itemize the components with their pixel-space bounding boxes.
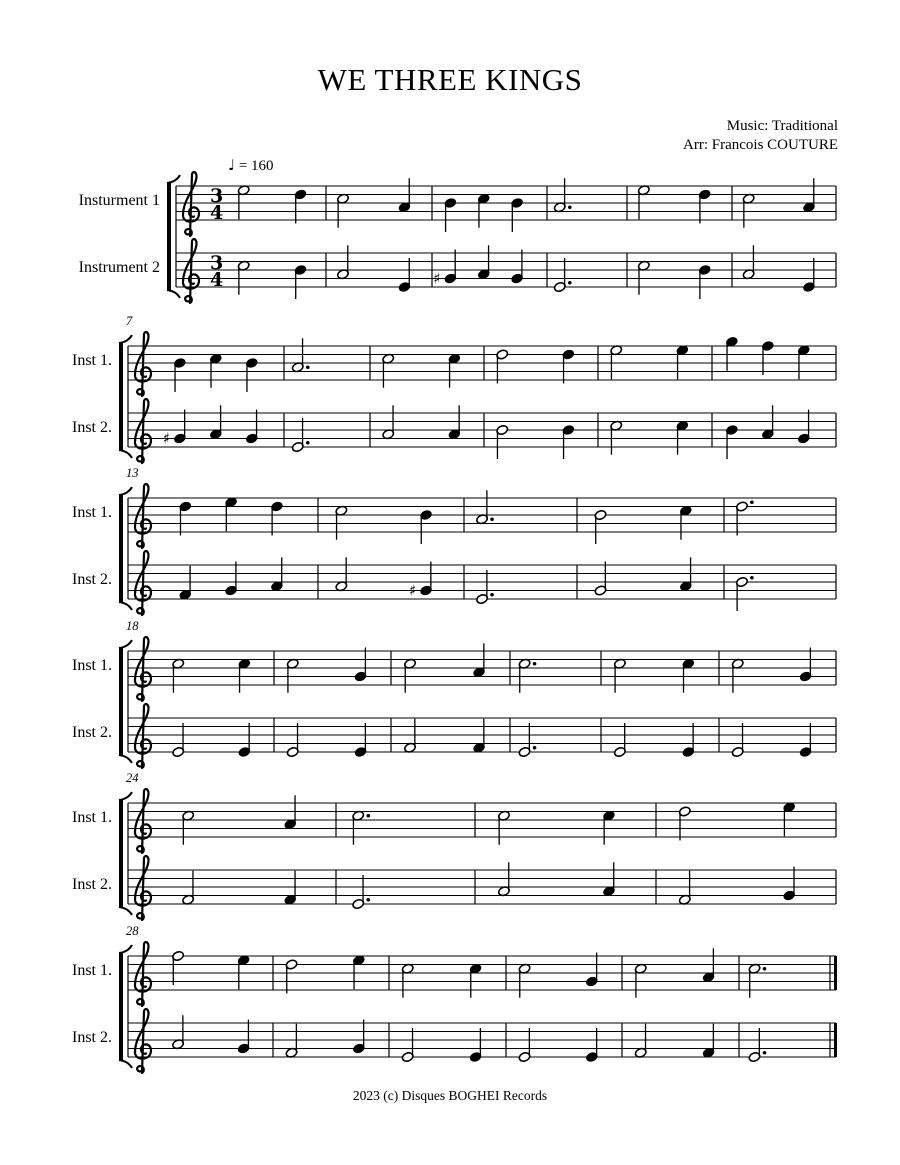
instrument-label-2: Inst 2. xyxy=(72,419,112,436)
treble-clef-icon xyxy=(135,704,151,768)
instrument-label-1: Inst 1. xyxy=(72,962,112,979)
augmentation-dot xyxy=(750,500,754,504)
augmentation-dot xyxy=(490,593,494,597)
system-bracket xyxy=(119,800,123,907)
bracket-bottom-hook xyxy=(119,450,132,458)
bracket-bottom-hook xyxy=(119,755,132,763)
treble-clef-icon xyxy=(135,856,151,920)
final-barline-thick xyxy=(834,956,837,990)
system-bracket xyxy=(119,953,123,1060)
augmentation-dot xyxy=(306,441,310,445)
augmentation-dot xyxy=(763,967,767,971)
treble-clef-icon xyxy=(135,332,151,396)
instrument-label-2: Instrument 2 xyxy=(78,259,160,276)
augmentation-dot xyxy=(306,365,310,369)
instrument-label-2: Inst 2. xyxy=(72,571,112,588)
augmentation-dot xyxy=(366,898,370,902)
treble-clef-icon xyxy=(135,942,151,1006)
augmentation-dot xyxy=(533,662,537,666)
system-bracket xyxy=(167,183,171,290)
augmentation-dot xyxy=(366,814,370,818)
bracket-bottom-hook xyxy=(167,290,180,298)
arranger-credit: Arr: Francois COUTURE xyxy=(683,137,838,153)
system-bracket xyxy=(119,495,123,602)
quarter-note-icon: ♩ xyxy=(228,156,236,174)
time-signature-top: 3 xyxy=(210,185,224,207)
augmentation-dot xyxy=(763,1051,767,1055)
instrument-label-1: Inst 1. xyxy=(72,352,112,369)
tempo-value: = 160 xyxy=(238,158,274,174)
treble-clef-icon xyxy=(183,172,199,236)
measure-number: 28 xyxy=(126,924,139,938)
treble-clef-icon xyxy=(135,484,151,548)
system-bracket xyxy=(119,343,123,450)
treble-clef-icon xyxy=(183,239,199,303)
time-signature-bottom: 4 xyxy=(210,269,224,291)
bracket-top-hook xyxy=(119,945,132,953)
augmentation-dot xyxy=(750,576,754,580)
measure-number: 24 xyxy=(126,771,139,785)
bracket-top-hook xyxy=(119,792,132,800)
treble-clef-icon xyxy=(135,399,151,463)
instrument-label-1: Inst 1. xyxy=(72,504,112,521)
treble-clef-icon xyxy=(135,789,151,853)
bracket-top-hook xyxy=(119,640,132,648)
instrument-label-1: Insturment 1 xyxy=(78,192,160,209)
bracket-top-hook xyxy=(167,175,180,183)
treble-clef-icon xyxy=(135,637,151,701)
instrument-label-1: Inst 1. xyxy=(72,657,112,674)
time-signature-top: 3 xyxy=(210,252,224,274)
instrument-label-2: Inst 2. xyxy=(72,876,112,893)
bracket-bottom-hook xyxy=(119,907,132,915)
sharp-icon: ♯ xyxy=(409,581,417,600)
bracket-top-hook xyxy=(119,487,132,495)
treble-clef-icon xyxy=(135,551,151,615)
bracket-bottom-hook xyxy=(119,602,132,610)
measure-number: 7 xyxy=(126,314,133,328)
sharp-icon: ♯ xyxy=(162,429,171,448)
augmentation-dot xyxy=(490,517,494,521)
augmentation-dot xyxy=(568,205,572,209)
augmentation-dot xyxy=(568,281,572,285)
measure-number: 13 xyxy=(126,466,139,480)
music-credit: Music: Traditional xyxy=(726,118,838,134)
page-title: WE THREE KINGS xyxy=(317,62,583,97)
instrument-label-2: Inst 2. xyxy=(72,724,112,741)
final-barline-thick xyxy=(834,1023,837,1057)
sharp-icon: ♯ xyxy=(433,269,441,288)
treble-clef-icon xyxy=(135,1009,151,1073)
measure-number: 18 xyxy=(126,619,139,633)
augmentation-dot xyxy=(533,746,537,750)
bracket-top-hook xyxy=(119,335,132,343)
bracket-bottom-hook xyxy=(119,1060,132,1068)
instrument-label-1: Inst 1. xyxy=(72,809,112,826)
time-signature-bottom: 4 xyxy=(210,202,224,224)
system-bracket xyxy=(119,648,123,755)
copyright-footer: 2023 (c) Disques BOGHEI Records xyxy=(352,1088,548,1103)
instrument-label-2: Inst 2. xyxy=(72,1029,112,1046)
